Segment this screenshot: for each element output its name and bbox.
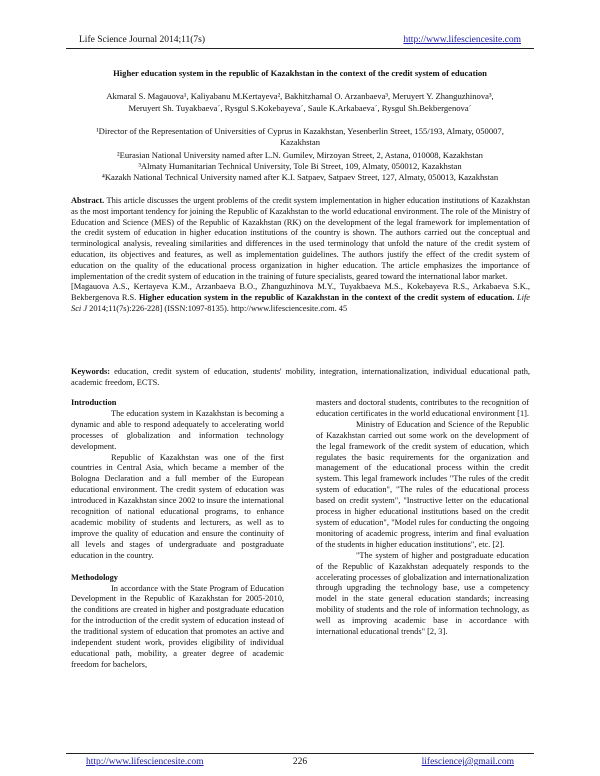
affiliation-2: ²Eurasian National University named after L.N. Gumilev, Mirzoyan Street, 2, Astana, 010008, Kazakhstan xyxy=(117,150,483,160)
left-column xyxy=(71,398,284,671)
paragraph: masters and doctoral students, contributes to the recognition of education certificates in the world educational environment [1]. xyxy=(316,398,530,418)
citation-journal: Life Sci J xyxy=(71,293,531,313)
footer-url-link[interactable]: http://www.lifesciencesite.com xyxy=(86,757,204,767)
footer-email-link[interactable]: lifesciencej@gmail.com xyxy=(421,757,514,767)
abstract-label: Abstract. xyxy=(71,196,105,205)
section-heading-methodology: Methodology xyxy=(71,572,118,582)
abstract xyxy=(71,196,530,315)
author-line-1: Akmaral S. Magauova¹, Kaliyabanu M.Kertayeva², Bakhitzhamal O. Arzanbaeva³, Meruyert Y. Zhanguzhinova³, xyxy=(106,91,494,101)
citation-authors: [Magauova A.S., Kertayeva K.M., Arzanbaeva B.O., Zhanguzhinova M.Y., Tuyakbaeva M.S., Kokebayeva R.S., Arkabaeva S.K., Bekbergenova R.S. xyxy=(71,282,530,303)
affiliation-4: ⁴Kazakh National Technical University named after K.I. Satpaev, Satpaev Street, 127, Almaty, 050013, Kazakhstan xyxy=(101,172,499,182)
paragraph: In accordance with the State Program of Education Development in the Republic of Kazakhstan for 2005-2010, the conditions are created in higher and postgraduate education for the introduction of the credit system of education instead of the traditional system of education that promotes an active and independent student work, provides eligibility of individual educational path, mobility, a greater degree of academic freedom for bachelors, xyxy=(71,583,284,669)
header-rule xyxy=(66,48,534,49)
author-list xyxy=(72,91,528,114)
journal-name: Life Science Journal 2014;11(7s) xyxy=(79,35,206,45)
author-line-2: Meruyert Sh. Tuyakbaeva´, Rysgul S.Kokebayeva´, Saule K.Arkabaeva´, Rysgul Sh.Bekbergenova´ xyxy=(128,102,472,113)
abstract-text: This article discusses the urgent problems of the credit system implementation in higher education institutions of Kazakhstan as the most important tendency for joining the Republic of Kazakhstan to the world educational environment. The role of the Ministry of Education and Science (MES) of the Republic of Kazakhstan (RK) on the development of the legal framework for implementation of the credit system of education in higher education institutions of the country is shown. The authors carried out the conceptual and terminological analysis, revealing similarities and differences in the used terminology that unfold the nature of the credit system of education, its objectives and features, as well as implementation guidelines. The authors justify the effect of the credit system of education on the quality of the educational process organization in higher education. The article emphasizes the importance of implementation of the credit system of education in the training of future specialists, geared toward the international labor market. xyxy=(71,196,530,281)
section-spacer xyxy=(71,562,284,573)
paragraph: Ministry of Education and Science of the Republic of Kazakhstan carried out some work on the development of the legal framework of the credit system of education, which regulates the basic requirements for the organization and management of the educational process within the credit system. This legal framework includes "The rules of the credit system of education", "The rules of the educational process based on credit system", "Instructive letter on the educational process in higher educational institutions based on the credit system of education", "Model rules for conducting the ongoing monitoring of academic progress, interim and final evaluation of the students in higher education institutions", etc. [2]. xyxy=(316,419,529,549)
page-number: 226 xyxy=(292,757,308,767)
right-column xyxy=(316,398,529,638)
section-heading-introduction: Introduction xyxy=(71,398,117,407)
header-url-link[interactable]: http://www.lifesciencesite.com xyxy=(403,35,521,45)
citation-title: Higher education system in the republic of Kazakhstan in the context of the credit system of education. xyxy=(138,293,515,303)
running-header xyxy=(79,35,521,49)
affiliation-1: ¹Director of the Representation of Universities of Cyprus in Kazakhstan, Yesenberlin Street, 155/193, Almaty, 050007, Kazakhstan xyxy=(96,126,504,147)
paragraph: The education system in Kazakhstan is becoming a dynamic and able to respond adequately to accelerating world processes of globalization and information technology development. xyxy=(71,408,284,451)
citation-rest: 2014;11(7s):226-228] (ISSN:1097-8135). http://www.lifesciencesite.com. 45 xyxy=(89,303,348,313)
running-footer xyxy=(86,757,514,769)
keywords-text: education, credit system of education, students' mobility, integration, internationalization, individual educational path, academic freedom, ECTS. xyxy=(71,367,531,387)
footer-rule xyxy=(66,753,534,754)
article-title: Higher education system in the republic of Kazakhstan in the context of the credit system of education xyxy=(113,68,487,78)
paragraph: Republic of Kazakhstan was one of the first countries in Central Asia, which became a member of the Bologna Declaration and a full member of the European educational environment. The credit system of education was introduced in Kazakhstan since 2002 to insure the international recognition of national educational programs, to enhance academic mobility of students and lecturers, as well as to improve the quality of education and ensure the continuity of all levels and stages of undergraduate and postgraduate education in the country. xyxy=(71,452,284,560)
keywords-label: Keywords: xyxy=(71,367,111,376)
paragraph: "The system of higher and postgraduate education of the Republic of Kazakhstan adequately responds to the accelerating processes of globalization and internationalization through upgrading the technology base, use a competency model in the state general education standards; increasing mobility of students and the role of information technology, as well as improving academic base in accordance with international educational trends" [2, 3]. xyxy=(316,550,529,637)
keywords xyxy=(71,367,530,389)
affiliation-3: ³Almaty Humanitarian Technical University, Tole Bi Street, 109, Almaty, 050012, Kazakhstan xyxy=(138,161,462,171)
